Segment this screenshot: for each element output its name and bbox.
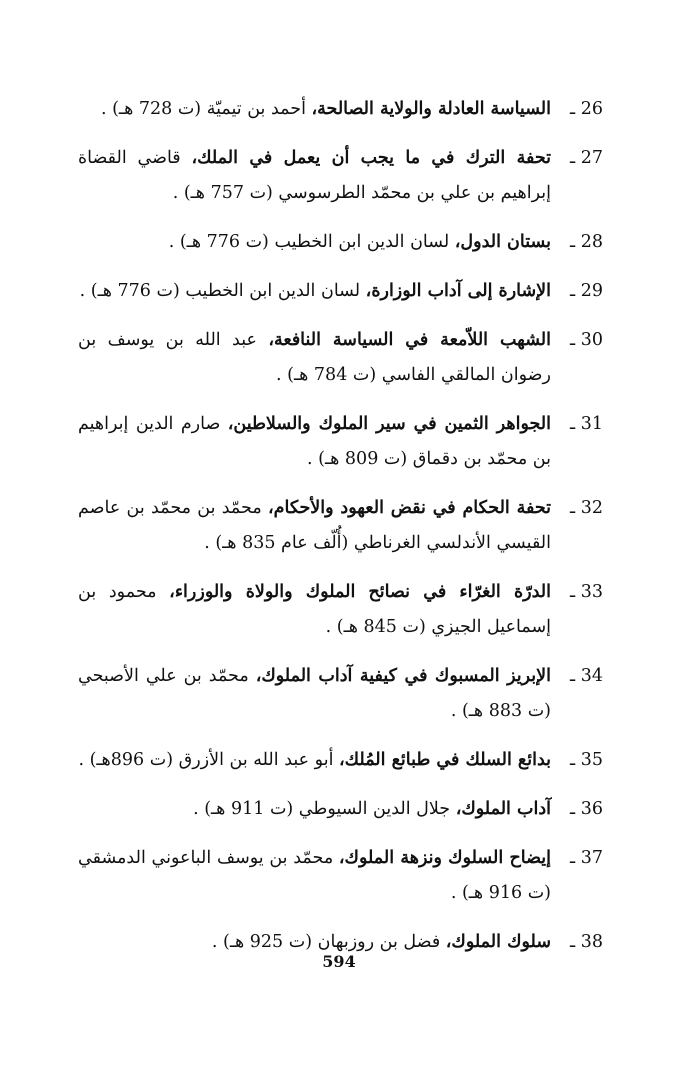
entry-author: فضل بن روزبهان (ت 925 هـ) . bbox=[211, 932, 446, 952]
list-item bbox=[78, 323, 603, 393]
entry-author: عبد الله بن يوسف بن رضوان المالقي الفاسي (ت 784 هـ) . bbox=[78, 330, 551, 385]
entry-author: قاضي القضاة إبراهيم بن علي بن محمّد الطرسوسي (ت 757 هـ) . bbox=[78, 148, 551, 203]
entry-number: 33 ـ bbox=[570, 582, 603, 602]
entry-title: بستان الدول، bbox=[454, 232, 551, 252]
entry-number: 27 ـ bbox=[570, 148, 603, 168]
entry-author: محمود بن إسماعيل الجيزي (ت 845 هـ) . bbox=[78, 582, 551, 637]
entry-title: سلوك الملوك، bbox=[445, 932, 551, 952]
list-item bbox=[78, 575, 603, 645]
entry-title: تحفة الحكام في نقض العهود والأحكام، bbox=[268, 498, 551, 518]
bibliography-list bbox=[78, 92, 603, 974]
entry-number: 26 ـ bbox=[570, 99, 603, 119]
entry-author: محمّد بن علي الأصبحي (ت 883 هـ) . bbox=[78, 666, 551, 721]
entry-number: 28 ـ bbox=[570, 232, 603, 252]
entry-title: تحفة الترك في ما يجب أن يعمل في الملك، bbox=[191, 148, 551, 168]
entry-title: إيضاح السلوك ونزهة الملوك، bbox=[338, 848, 551, 868]
entry-author: لسان الدين ابن الخطيب (ت 776 هـ) . bbox=[79, 281, 366, 301]
list-item bbox=[78, 792, 603, 827]
entry-author: أبو عبد الله بن الأزرق (ت 896هـ) . bbox=[78, 750, 339, 770]
entry-number: 29 ـ bbox=[570, 281, 603, 301]
list-item bbox=[78, 92, 603, 127]
list-item bbox=[78, 407, 603, 477]
entry-number: 34 ـ bbox=[570, 666, 603, 686]
entry-title: السياسة العادلة والولاية الصالحة، bbox=[311, 99, 551, 119]
entry-number: 30 ـ bbox=[570, 330, 603, 350]
entry-number: 37 ـ bbox=[570, 848, 603, 868]
entry-number: 32 ـ bbox=[570, 498, 603, 518]
entry-number: 31 ـ bbox=[570, 414, 603, 434]
entry-author: جلال الدين السيوطي (ت 911 هـ) . bbox=[193, 799, 456, 819]
entry-title: الجواهر الثمين في سير الملوك والسلاطين، bbox=[227, 414, 551, 434]
entry-author: لسان الدين ابن الخطيب (ت 776 هـ) . bbox=[168, 232, 455, 252]
page-number: 594 bbox=[322, 952, 356, 971]
list-item bbox=[78, 491, 603, 561]
list-item bbox=[78, 225, 603, 260]
entry-title: بدائع السلك في طبائع المُلك، bbox=[339, 750, 551, 770]
list-item bbox=[78, 841, 603, 911]
entry-title: الدرّة الغرّاء في نصائح الملوك والولاة والوزراء، bbox=[169, 582, 551, 602]
list-item bbox=[78, 743, 603, 778]
entry-author: محمّد بن محمّد بن عاصم القيسي الأندلسي الغرناطي (أُلّف عام 835 هـ) . bbox=[78, 498, 551, 553]
entry-title: الشهب اللاّمعة في السياسة النافعة، bbox=[268, 330, 551, 350]
entry-number: 35 ـ bbox=[570, 750, 603, 770]
entry-title: الإشارة إلى آداب الوزارة، bbox=[365, 281, 551, 301]
entry-author: محمّد بن يوسف الباعوني الدمشقي (ت 916 هـ) . bbox=[78, 848, 551, 903]
list-item bbox=[78, 274, 603, 309]
entry-author: صارم الدين إبراهيم بن محمّد بن دقماق (ت 809 هـ) . bbox=[78, 414, 551, 469]
entry-number: 38 ـ bbox=[570, 932, 603, 952]
entry-title: الإبريز المسبوك في كيفية آداب الملوك، bbox=[255, 666, 551, 686]
list-item bbox=[78, 141, 603, 211]
entry-title: آداب الملوك، bbox=[455, 799, 551, 819]
entry-number: 36 ـ bbox=[570, 799, 603, 819]
entry-author: أحمد بن تيميّة (ت 728 هـ) . bbox=[100, 99, 312, 119]
list-item bbox=[78, 659, 603, 729]
